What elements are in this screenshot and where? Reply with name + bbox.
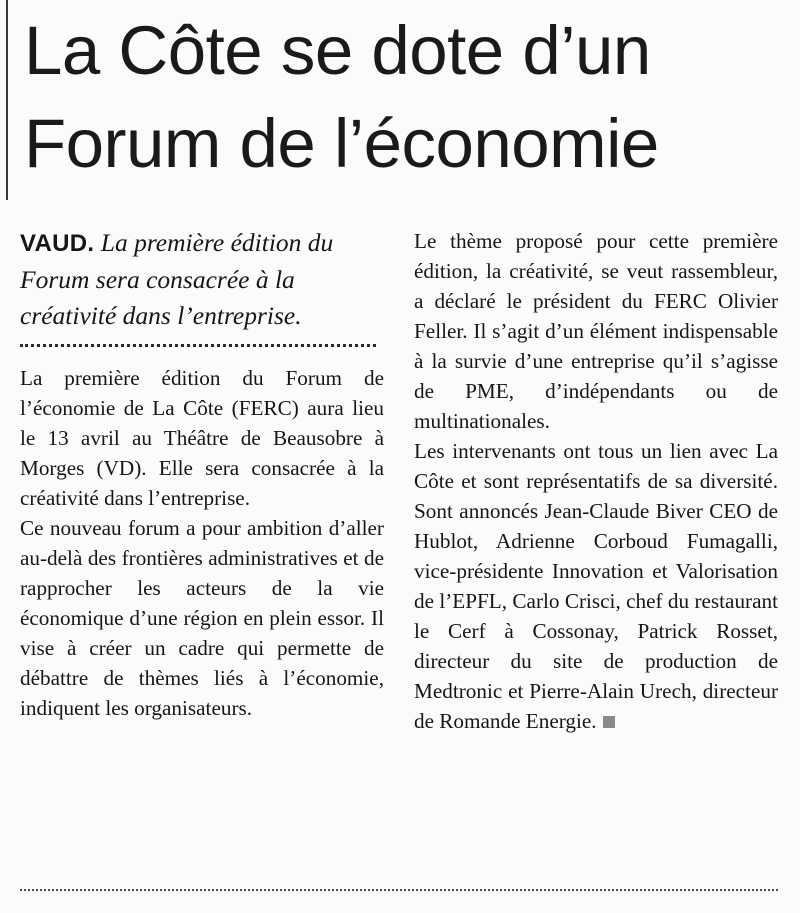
lede: La première édition du Forum sera consacrée à la créativité dans l’entreprise. [20, 228, 334, 330]
end-of-article-icon [603, 716, 615, 728]
column-rule [6, 0, 8, 200]
chapeau [20, 225, 360, 334]
body-paragraph: La première édition du Forum de l’économie de La Côte (FERC) aura lieu le 13 avril au Théâtre de Beausobre à Morges (VD). Elle sera consacrée à la créativité dans l’entreprise. [20, 366, 384, 510]
body-paragraph: Ce nouveau forum a pour ambition d’aller au-delà des frontières administratives et de rapprocher les acteurs de la vie économique d’une région en plein essor. Il vise à créer un cadre qui permette de débattre de thèmes liés à l’économie, indiquent les organisateurs. [20, 516, 384, 720]
headline-line-1: La Côte se dote d’un [24, 12, 651, 89]
bottom-divider [20, 889, 778, 891]
kicker: VAUD. [20, 230, 95, 257]
headline-line-2: Forum de l’économie [24, 105, 659, 182]
left-column [20, 225, 384, 723]
headline [24, 4, 794, 190]
body-paragraph [414, 436, 778, 736]
body-paragraph-text: Les intervenants ont tous un lien avec La Côte et sont représentatifs de sa diversité. Sont annoncés Jean-Claude Biver CEO de Hublot, Adrienne Corboud Fumagalli, vice-présidente Innovation et Valorisation de l’EPFL, Carlo Crisci, chef du restaurant le Cerf à Cossonay, Patrick Rosset, directeur du site de production de Medtronic et Pierre-Alain Urech, directeur de Romande Energie. [414, 439, 778, 733]
body-paragraph: Le thème proposé pour cette première édition, la créativité, se veut rassembleur, a déclaré le président du FERC Olivier Feller. Il s’agit d’un élément indispensable à la survie d’une entreprise qu’il s’agisse de PME, d’indépendants ou de multinationales. [414, 229, 778, 433]
right-column [414, 226, 778, 736]
chapeau-divider [20, 344, 376, 347]
